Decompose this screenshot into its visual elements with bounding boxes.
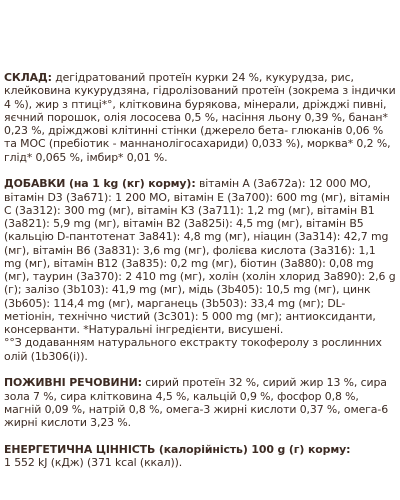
nutrients-heading: ПОЖИВНІ РЕЧОВИНИ: — [4, 376, 142, 390]
composition-section — [4, 71, 396, 164]
composition-text: дегідратований протеїн курки 24 %, кукурудза, рис, клейковина кукурудзяна, гідролізований протеїн (зокрема з індички 4 %), жир з птиці*°, клітковина бурякова, мінерали, дріжджі пивні, яєчний порошок, олія лососева 0,5 %, насіння льону 0,39 %, банан* 0,23 %, дріжджові клітинні стінки (джерело бета- глюканів 0,06 % та MOC (пребіотик - маннанолігосахариди) 0,033 %), морква* 0,2 %, глід* 0,065 %, імбир* 0,01 %. — [4, 71, 396, 164]
additives-section — [4, 177, 396, 363]
product-label-text — [4, 71, 396, 483]
energy-section — [4, 443, 396, 470]
composition-paragraph — [4, 71, 396, 164]
energy-text: 1 552 kJ (кДж) (371 kcal (ккал)). — [4, 456, 183, 469]
composition-heading: СКЛАД: — [4, 71, 52, 84]
nutrients-section — [4, 376, 396, 429]
nutrients-text: сирий протеїн 32 %, сирий жир 13 %, сира зола 7 %, сира клітковина 4,5 %, кальцій 0,9 %, фосфор 0,8 %, магній 0,09 %, натрій 0,8 %, омега-3 жирні кислоти 0,37 %, омега-6 жирні кислоти 3,23 %. — [4, 376, 389, 429]
energy-heading: ЕНЕРГЕТИЧНА ЦІННІСТЬ (калорійність) 100 g (г) корму: — [4, 442, 351, 456]
nutrients-paragraph — [4, 376, 396, 429]
additives-text: вітамін A (3a672a): 12 000 MO, вітамін D3 (3a671): 1 200 MO, вітамін E (3a700): 600 mg (мг), вітамін C (3a312): 300 mg (мг), вітамін K3 (3a711): 1,2 mg (мг), вітамін B1 (3a821): 5,9 mg (мг), вітамін B2 (3a825i): 4,5 mg (мг), вітамін B5 (кальцію D-пантотенат 3a841): 4,8 mg (мг), ніацин (3a314): 42,7 mg (мг), вітамін B6 (3a831): 3,6 mg (мг), фолієва кислота (3a316): 1,1 mg (мг), вітамін B12 (3a835): 0,2 mg (мг), біотин (3a880): 0,08 mg (мг), таурин (3a370): 2 410 mg (мг), холін (холін хлорид 3a890): 2,6 g (г); залізо (3b103): 41,9 mg (мг), мідь (3b405): 10,5 mg (мг), цинк (3b605): 114,4 mg (мг), марганець (3b503): 33,4 mg (мг); DL-метіонін, технічно чистий (3c301): 5 000 mg (мг); антиоксиданти, консерванти. *Натуральні інгредієнти, висушені. — [4, 177, 396, 336]
additives-heading: ДОБАВКИ (на 1 kg (кг) корму): — [4, 177, 196, 191]
additives-note: °°З додаванням натурального екстракту токоферолу з рослинних олій (1b306(i)). — [4, 336, 382, 363]
additives-paragraph — [4, 177, 396, 336]
